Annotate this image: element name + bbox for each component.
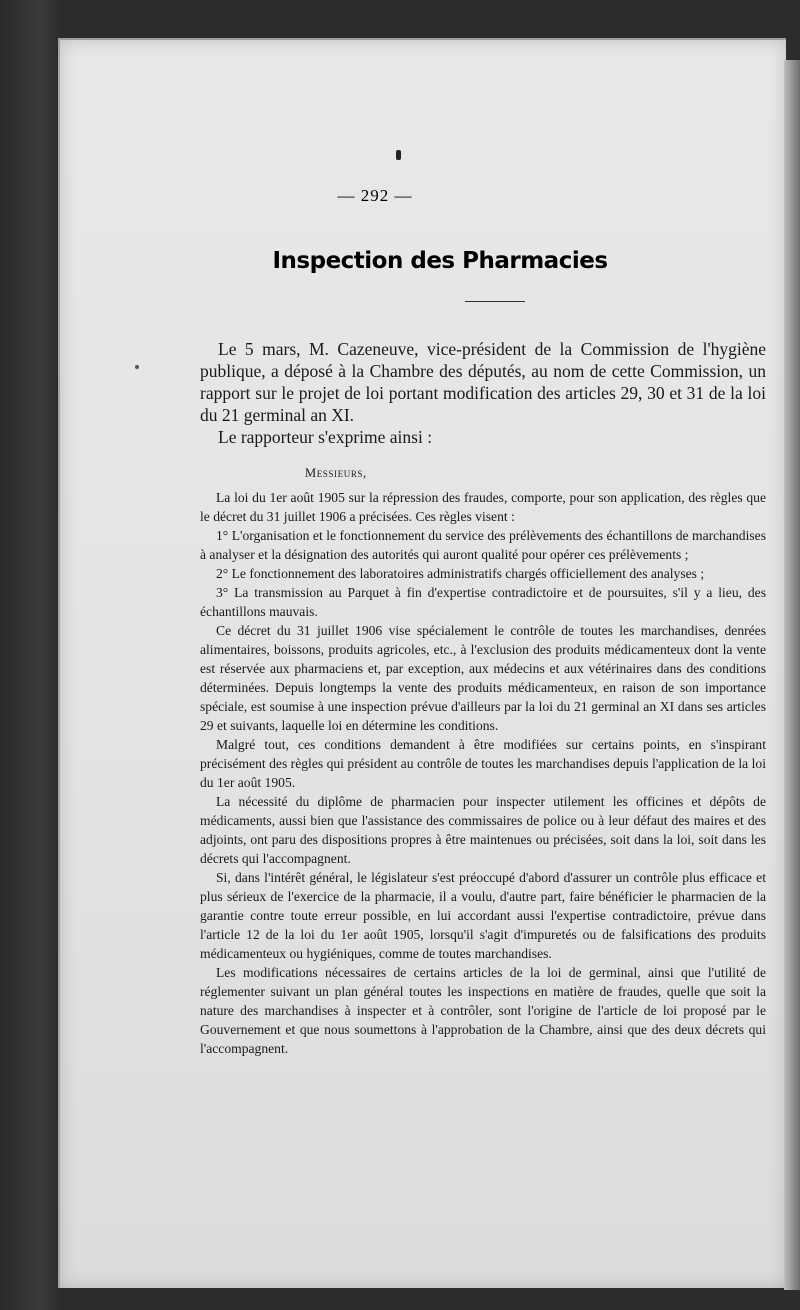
margin-mark xyxy=(135,365,139,369)
intro-paragraph: Le rapporteur s'exprime ainsi : xyxy=(218,427,433,447)
page-number: — 292 — xyxy=(337,186,413,205)
page-edge-shadow xyxy=(784,60,800,1290)
title-divider xyxy=(465,301,525,302)
salutation: Messieurs, xyxy=(305,466,367,480)
report-body xyxy=(200,488,766,1058)
body-paragraph: La nécessité du diplôme de pharmacien pour inspecter utilement les officines et dépôts de médicaments, aussi bien que l'assistance des commissaires de police ou à leur défaut des maires et des adjoints, ont paru des dispositions propres à être maintenues ou précisées, soit dans la loi, soit dans les décrets qui l'accompagnent. xyxy=(200,794,766,866)
intro-text xyxy=(200,338,766,448)
body-paragraph: Si, dans l'intérêt général, le législateur s'est préoccupé d'abord d'assurer un contrôle plus efficace et plus sérieux de l'exercice de la pharmacie, il a voulu, d'autre part, faire bénéficier le pharmacien de la garantie contre toute erreur possible, en lui accordant aussi l'expertise contradictoire, prévue dans l'article 12 de la loi du 1er août 1905, lorsqu'il s'agit d'impuretés ou de falsifications des produits médicamenteux ou hygiéniques, comme de toutes marchandises. xyxy=(200,870,766,961)
section-title: Inspection des Pharmacies xyxy=(272,248,608,274)
body-paragraph: La loi du 1er août 1905 sur la répression des fraudes, comporte, pour son application, des règles que le décret du 31 juillet 1906 a précisées. Ces règles visent : xyxy=(200,490,766,524)
body-paragraph: Ce décret du 31 juillet 1906 vise spécialement le contrôle de toutes les marchandises, denrées alimentaires, boissons, produits agricoles, etc., à l'exclusion des produits médicamenteux dont la vente est réservée aux pharmaciens et, par exception, aux médecins et aux vétérinaires dans des conditions déterminées. Depuis longtemps la vente des produits médicamenteux, en raison de son importance spéciale, est soumise à une inspection prévue d'ailleurs par la loi du 21 germinal an XI dans ses articles 29 et suivants, laquelle loi en détermine les conditions. xyxy=(200,623,766,733)
intro-paragraph: Le 5 mars, M. Cazeneuve, vice-président de la Commission de l'hygiène publique, a déposé à la Chambre des députés, au nom de cette Commission, un rapport sur le projet de loi portant modification des articles 29, 30 et 31 de la loi du 21 germinal an XI. xyxy=(200,339,766,425)
body-paragraph: Les modifications nécessaires de certains articles de la loi de germinal, ainsi que l'utilité de réglementer suivant un plan général toutes les inspections en matière de fraudes, quelle que soit la nature des marchandises à inspecter et à contrôler, sont l'origine de l'article de loi proposé par le Gouvernement et que nous soumettons à l'approbation de la Chambre, ainsi que des deux décrets qui l'accompagnent. xyxy=(200,965,766,1056)
body-paragraph: 2° Le fonctionnement des laboratoires administratifs chargés officiellement des analyses ; xyxy=(216,566,705,581)
body-paragraph: 1° L'organisation et le fonctionnement du service des prélèvements des échantillons de marchandises à analyser et la désignation des autorités qui auront qualité pour opérer ces prélèvements ; xyxy=(200,528,766,562)
body-paragraph: 3° La transmission au Parquet à fin d'expertise contradictoire et de poursuites, s'il y a lieu, des échantillons mauvais. xyxy=(200,585,766,619)
ink-speck xyxy=(396,150,401,160)
body-paragraph: Malgré tout, ces conditions demandent à être modifiées sur certains points, en s'inspirant précisément des règles qui président au contrôle de toutes les marchandises depuis l'application de la loi du 1er août 1905. xyxy=(200,737,766,790)
